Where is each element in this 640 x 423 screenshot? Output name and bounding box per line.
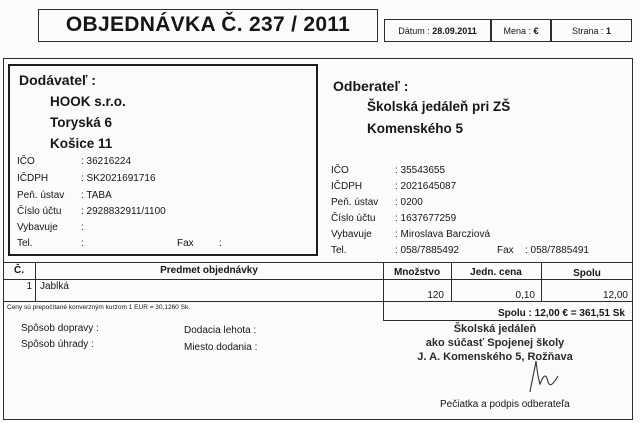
stamp-line-1: Školská jedáleň [453,323,537,335]
col-header-qty: Množstvo [393,267,441,278]
row-subject: Jablká [40,281,69,292]
delivery-place-label: Miesto dodania : [184,342,258,353]
conversion-note: Ceny sú prepočítané konverzným kurzom 1 EUR = 30,1260 Sk. [7,304,190,311]
supplier-contact [17,222,84,233]
supplier-bank [17,190,112,201]
customer-name: Školská jedáleň pri ZŠ [367,99,511,114]
customer-ico-value: : 35543655 [395,165,446,176]
date-label: Dátum : [398,26,430,36]
supplier-phone-value: : [81,238,84,249]
supplier-account-label: Číslo účtu [17,206,62,217]
customer-account [331,213,456,224]
stamp-line-2: ako súčasť Spojenej školy [425,337,565,349]
supplier-name: HOOK s.r.o. [50,94,126,109]
supplier-fax [177,238,222,249]
date-field [384,26,491,36]
customer-heading: Odberateľ : [333,78,409,94]
supplier-city: Košice 11 [50,136,113,151]
transport-label: Spôsob dopravy : [21,323,99,334]
supplier-ico-label: IČO [17,156,35,167]
customer-phone-label: Tel. [331,245,347,256]
customer-contact-label: Vybavuje [331,229,372,240]
delivery-term-label: Dodacia lehota : [184,325,257,336]
supplier-icdph-label: IČDPH [17,173,49,184]
page-label: Strana : [571,26,604,36]
table-header-line [3,279,633,280]
supplier-street: Toryská 6 [50,115,113,130]
row-price: 0,10 [515,290,535,301]
signature-label: Pečiatka a podpis odberateľa [440,399,570,410]
customer-fax-label: Fax [497,245,514,256]
col-header-subject: Predmet objednávky [160,265,258,276]
table-top-line [3,262,633,263]
signature-icon [516,352,576,402]
order-total: Spolu : 12,00 € = 361,51 Sk [497,308,625,319]
table-total-line [383,320,633,321]
customer-icdph-value: : 2021645087 [395,181,457,192]
stamp-line-3: J. A. Komenského 5, Rožňava [417,351,573,363]
customer-street: Komenského 5 [367,121,464,136]
customer-contact [331,229,490,240]
customer-phone-value: : 058/7885492 [395,245,459,256]
supplier-contact-label: Vybavuje [17,222,58,233]
supplier-phone [17,238,84,249]
date-value: 28.09.2011 [432,26,477,36]
page-field [551,26,632,36]
supplier-icdph [17,173,156,184]
customer-phone [331,245,459,256]
customer-fax-value: : 058/7885491 [525,245,589,256]
customer-ico [331,165,445,176]
supplier-account [17,206,166,217]
col-header-price: Jedn. cena [470,267,522,278]
supplier-icdph-value: : SK2021691716 [81,173,156,184]
supplier-bank-label: Peň. ústav [17,190,65,201]
payment-label: Spôsob úhrady : [21,339,94,350]
row-total: 12,00 [602,290,628,301]
page-value: 1 [606,26,612,36]
currency-field [491,26,551,36]
col-header-no: Č. [14,265,24,276]
col-header-total: Spolu [573,268,601,279]
supplier-ico-value: : 36216224 [81,156,132,167]
table-row-line [3,301,633,302]
customer-bank-label: Peň. ústav [331,197,379,208]
customer-icdph-label: IČDPH [331,181,363,192]
supplier-heading: Dodávateľ : [19,72,96,88]
customer-contact-value: : Miroslava Barcziová [395,229,491,240]
customer-bank [331,197,423,208]
row-no: 1 [26,281,32,292]
currency-label: Mena : [503,26,531,36]
customer-account-value: : 1637677259 [395,213,457,224]
supplier-contact-value: : [81,222,84,233]
supplier-ico [17,156,131,167]
document-title: OBJEDNÁVKA Č. 237 / 2011 [65,13,351,36]
customer-fax [497,245,589,256]
supplier-bank-value: : TABA [81,190,112,201]
customer-account-label: Číslo účtu [331,213,376,224]
currency-value: € [533,26,539,36]
customer-icdph [331,181,456,192]
supplier-fax-label: Fax [177,238,194,249]
supplier-fax-value: : [219,238,222,249]
supplier-phone-label: Tel. [17,238,33,249]
customer-bank-value: : 0200 [395,197,423,208]
customer-ico-label: IČO [331,165,349,176]
supplier-account-value: : 2928832911/1100 [81,206,166,217]
row-qty: 120 [427,290,444,301]
